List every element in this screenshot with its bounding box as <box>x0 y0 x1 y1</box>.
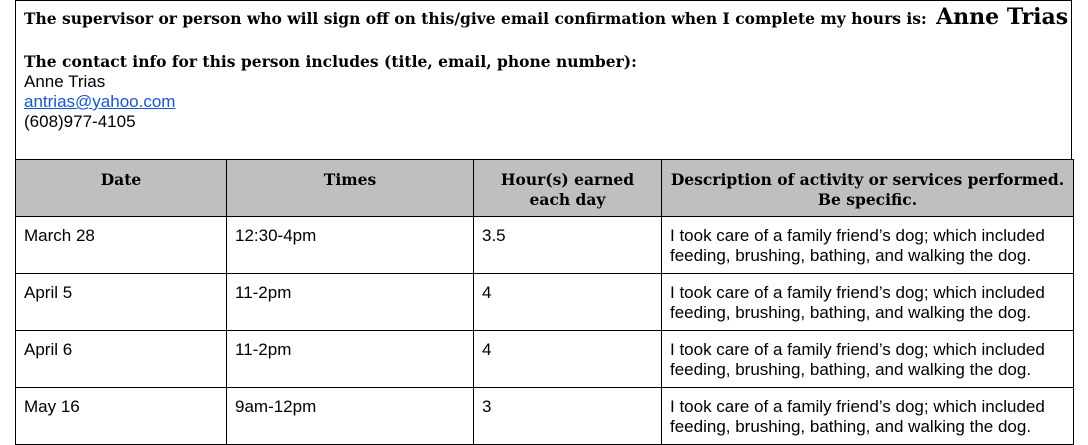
table-header-row <box>16 160 1074 217</box>
cell-hours: 3.5 <box>474 217 662 274</box>
header-date: Date <box>16 160 227 217</box>
contact-phone: (608)977-4105 <box>24 112 136 131</box>
cell-date: April 6 <box>16 331 227 388</box>
contact-heading: The contact info for this person includes (title, email, phone number): <box>24 52 637 71</box>
header-description: Description of activity or services performed. Be specific. <box>662 160 1074 217</box>
cell-description: I took care of a family friend’s dog; which included feeding, brushing, bathing, and walking the dog. <box>662 274 1074 331</box>
cell-description: I took care of a family friend’s dog; which included feeding, brushing, bathing, and walking the dog. <box>662 217 1074 274</box>
cell-description: I took care of a family friend’s dog; which included feeding, brushing, bathing, and walking the dog. <box>662 331 1074 388</box>
table-row <box>16 388 1074 445</box>
table-row <box>16 331 1074 388</box>
cell-hours: 3 <box>474 388 662 445</box>
table-row <box>16 274 1074 331</box>
cell-times: 9am-12pm <box>227 388 474 445</box>
supervisor-statement-line <box>24 4 1068 30</box>
cell-times: 12:30-4pm <box>227 217 474 274</box>
supervisor-name: Anne Trias <box>936 4 1069 30</box>
cell-times: 11-2pm <box>227 274 474 331</box>
contact-name: Anne Trias <box>24 72 106 91</box>
cell-times: 11-2pm <box>227 331 474 388</box>
header-hours: Hour(s) earned each day <box>474 160 662 217</box>
supervisor-statement: The supervisor or person who will sign off on this/give email confirmation when I complete my hours is: <box>24 9 927 28</box>
cell-hours: 4 <box>474 331 662 388</box>
cell-date: April 5 <box>16 274 227 331</box>
table-row <box>16 217 1074 274</box>
cell-date: May 16 <box>16 388 227 445</box>
hours-log-table <box>15 159 1074 445</box>
cell-date: March 28 <box>16 217 227 274</box>
cell-description: I took care of a family friend’s dog; which included feeding, brushing, bathing, and walking the dog. <box>662 388 1074 445</box>
header-times: Times <box>227 160 474 217</box>
contact-email-link[interactable]: antrias@yahoo.com <box>24 92 176 111</box>
cell-hours: 4 <box>474 274 662 331</box>
